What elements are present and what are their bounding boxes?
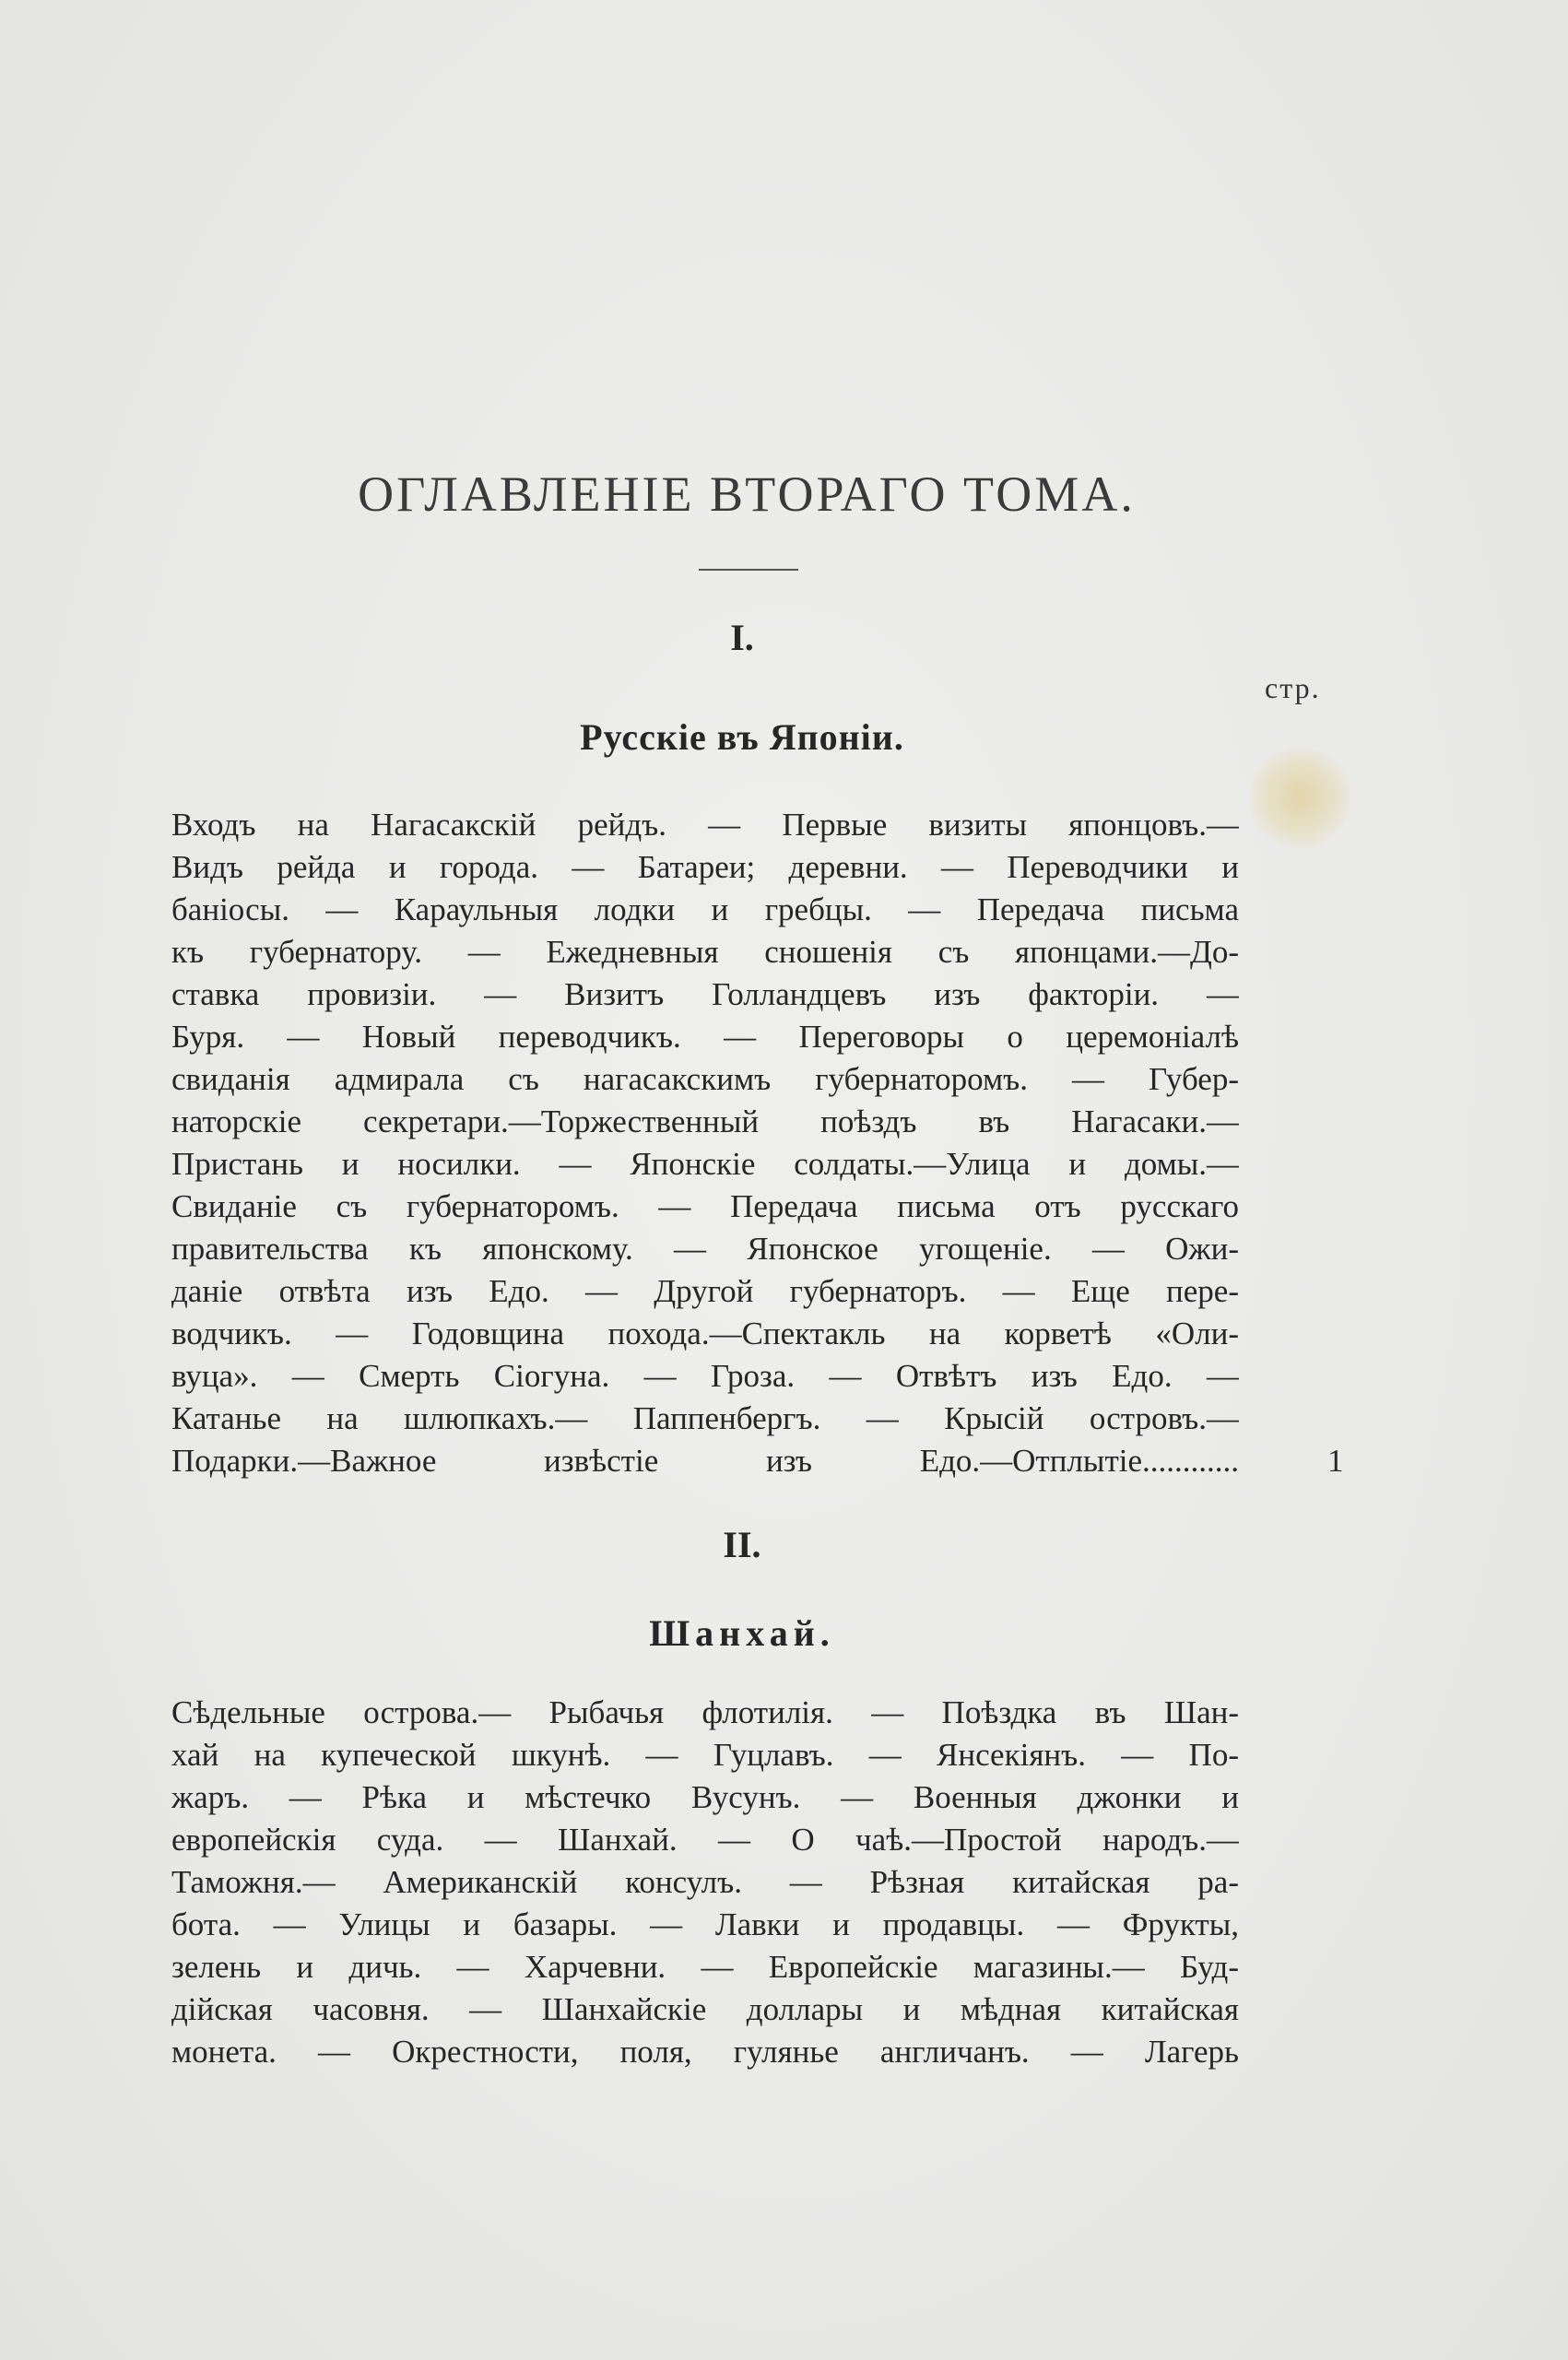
chapter-2-summary — [171, 1692, 1239, 2073]
chapter-1-number: I. — [730, 617, 754, 658]
summary-line: Таможня.— Американскій консулъ. — Рѣзная китайская ра- — [171, 1864, 1239, 1900]
summary-line: Катанье на шлюпкахъ.— Паппенбергъ. — Крысій островъ.— — [171, 1400, 1239, 1436]
summary-line: Подарки.—Важное извѣстіе изъ Едо.—Отплытіе............ — [171, 1443, 1239, 1479]
summary-line: свиданія адмирала съ нагасакскимъ губернаторомъ. — Губер- — [171, 1061, 1239, 1097]
chapter-2-number: II. — [723, 1524, 761, 1565]
chapter-1-page-number: 1 — [1327, 1443, 1344, 1479]
summary-line: зелень и дичь. — Харчевни. — Европейскіе магазины.— Буд- — [171, 1949, 1239, 1985]
summary-line: къ губернатору. — Ежедневныя сношенія съ японцами.—До- — [171, 934, 1239, 970]
summary-line: Видъ рейда и города. — Батареи; деревни. — Переводчики и — [171, 849, 1239, 885]
summary-line: монета. — Окрестности, поля, гулянье англичанъ. — Лагерь — [171, 2034, 1239, 2070]
chapter-2-heading: Шанхай. — [649, 1612, 835, 1654]
summary-line: правительства къ японскому. — Японское угощеніе. — Ожи- — [171, 1231, 1239, 1267]
summary-line: Пристань и носилки. — Японскіе солдаты.—Улица и домы.— — [171, 1146, 1239, 1182]
summary-line: Входъ на Нагасакскій рейдъ. — Первые визиты японцовъ.— — [171, 807, 1239, 843]
chapter-1-heading: Русскіе въ Японіи. — [580, 716, 904, 758]
page-column-label: стр. — [1265, 671, 1321, 704]
summary-line: наторскіе секретари.—Торжественный поѣздъ въ Нагасаки.— — [171, 1103, 1239, 1139]
summary-line: Свиданіе съ губернаторомъ. — Передача письма отъ русскаго — [171, 1188, 1239, 1224]
paper-stain — [1249, 747, 1350, 848]
summary-line: дійская часовня. — Шанхайскіе доллары и мѣдная китайская — [171, 1991, 1239, 2027]
summary-line: ставка провизіи. — Визитъ Голландцевъ изъ факторіи. — — [171, 976, 1239, 1012]
summary-line: даніе отвѣта изъ Едо. — Другой губернаторъ. — Еще пере- — [171, 1273, 1239, 1309]
summary-line: жаръ. — Рѣка и мѣстечко Вусунъ. — Военныя джонки и — [171, 1779, 1239, 1815]
summary-line: хай на купеческой шкунѣ. — Гуцлавъ. — Янсекіянъ. — По- — [171, 1737, 1239, 1773]
title-divider — [699, 569, 798, 571]
summary-line: Сѣдельные острова.— Рыбачья флотилія. — Поѣздка въ Шан- — [171, 1694, 1239, 1730]
summary-line: водчикъ. — Годовщина похода.—Спектакль на корветѣ «Оли- — [171, 1316, 1239, 1351]
summary-line: баніосы. — Караульныя лодки и гребцы. — Передача письма — [171, 891, 1239, 927]
summary-line: Буря. — Новый переводчикъ. — Переговоры о церемоніалѣ — [171, 1019, 1239, 1055]
summary-line: европейскія суда. — Шанхай. — О чаѣ.—Простой народъ.— — [171, 1822, 1239, 1858]
page-title: ОГЛАВЛЕНІЕ ВТОРАГО ТОМА. — [358, 466, 1136, 522]
summary-line: бота. — Улицы и базары. — Лавки и продавцы. — Фрукты, — [171, 1906, 1239, 1942]
summary-line: вуца». — Смерть Сіогуна. — Гроза. — Отвѣтъ изъ Едо. — — [171, 1358, 1239, 1394]
chapter-1-summary — [171, 804, 1239, 1482]
